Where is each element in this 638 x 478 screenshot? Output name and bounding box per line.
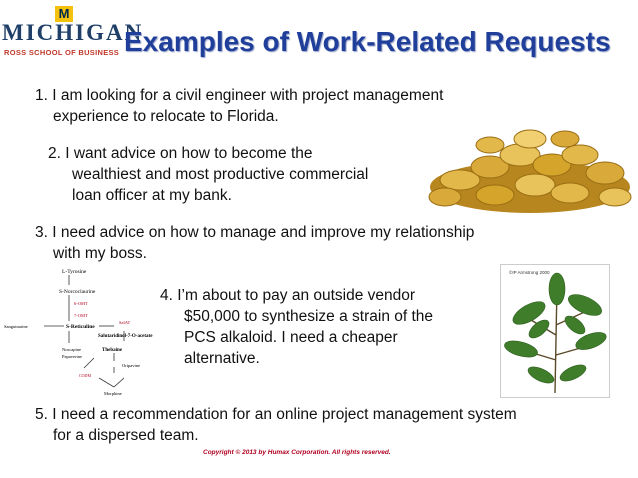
item-line: 5. I need a recommendation for an online project management system bbox=[35, 406, 517, 423]
michigan-ross-logo bbox=[0, 6, 144, 62]
pathway-label: Oripavine bbox=[122, 363, 140, 368]
pathway-label: 6-OMT bbox=[74, 301, 88, 306]
pathway-label: Sanguinarine bbox=[4, 324, 28, 329]
item-line: experience to relocate to Florida. bbox=[53, 108, 279, 125]
item-line: alternative. bbox=[184, 350, 260, 367]
block-m-icon: M bbox=[55, 6, 73, 22]
item-line: $50,000 to synthesize a strain of the bbox=[184, 308, 434, 325]
request-item-3 bbox=[35, 222, 595, 264]
plant-caption: ©IP Armstrong 2000 bbox=[509, 270, 550, 275]
request-item-1 bbox=[35, 85, 555, 127]
gold-coins-image bbox=[420, 125, 638, 217]
pathway-label: L-Tyrosine bbox=[62, 269, 87, 275]
copyright-notice: Copyright © 2013 by Humax Corporation. All rights reserved. bbox=[203, 449, 391, 456]
logo-wordmark: MICHIGAN bbox=[2, 20, 144, 45]
item-line: loan officer at my bank. bbox=[72, 187, 232, 204]
alkaloid-pathway-diagram bbox=[4, 263, 160, 399]
pathway-label: Morphine bbox=[104, 391, 122, 396]
pathway-label: SalAT bbox=[119, 320, 131, 325]
request-item-5 bbox=[35, 404, 625, 446]
request-item-4 bbox=[160, 285, 470, 369]
pathway-label: Thebaine bbox=[102, 348, 123, 353]
pathway-label: CODM bbox=[79, 373, 92, 378]
request-item-2 bbox=[48, 143, 408, 206]
item-line: 1. I am looking for a civil engineer with project management bbox=[35, 87, 444, 104]
coin-pile bbox=[429, 130, 631, 213]
pathway-label: 7-OMT bbox=[74, 313, 88, 318]
item-line: 3. I need advice on how to manage and improve my relationship bbox=[35, 224, 475, 241]
item-line: with my boss. bbox=[53, 245, 147, 262]
item-line: 2. I want advice on how to become the bbox=[48, 145, 313, 162]
item-line: for a dispersed team. bbox=[53, 427, 199, 444]
pathway-label: Papaverine bbox=[62, 354, 82, 359]
item-line: wealthiest and most productive commercial bbox=[72, 166, 369, 183]
logo-subtitle: ROSS SCHOOL OF BUSINESS bbox=[4, 48, 120, 57]
item-line: 4. I’m about to pay an outside vendor bbox=[160, 287, 416, 304]
plant-leaves-image bbox=[500, 264, 610, 398]
pathway-label: S-Reticuline bbox=[66, 324, 95, 330]
pathway-label: S-Norcoclaurine bbox=[59, 289, 96, 295]
slide-title: Examples of Work-Related Requests bbox=[124, 26, 611, 57]
pathway-label: Salutaridinol-7-O-acetate bbox=[98, 334, 153, 339]
pathway-label: Noscapine bbox=[62, 347, 81, 352]
leaf-illustration bbox=[501, 265, 609, 397]
item-line: PCS alkaloid. I need a cheaper bbox=[184, 329, 398, 346]
